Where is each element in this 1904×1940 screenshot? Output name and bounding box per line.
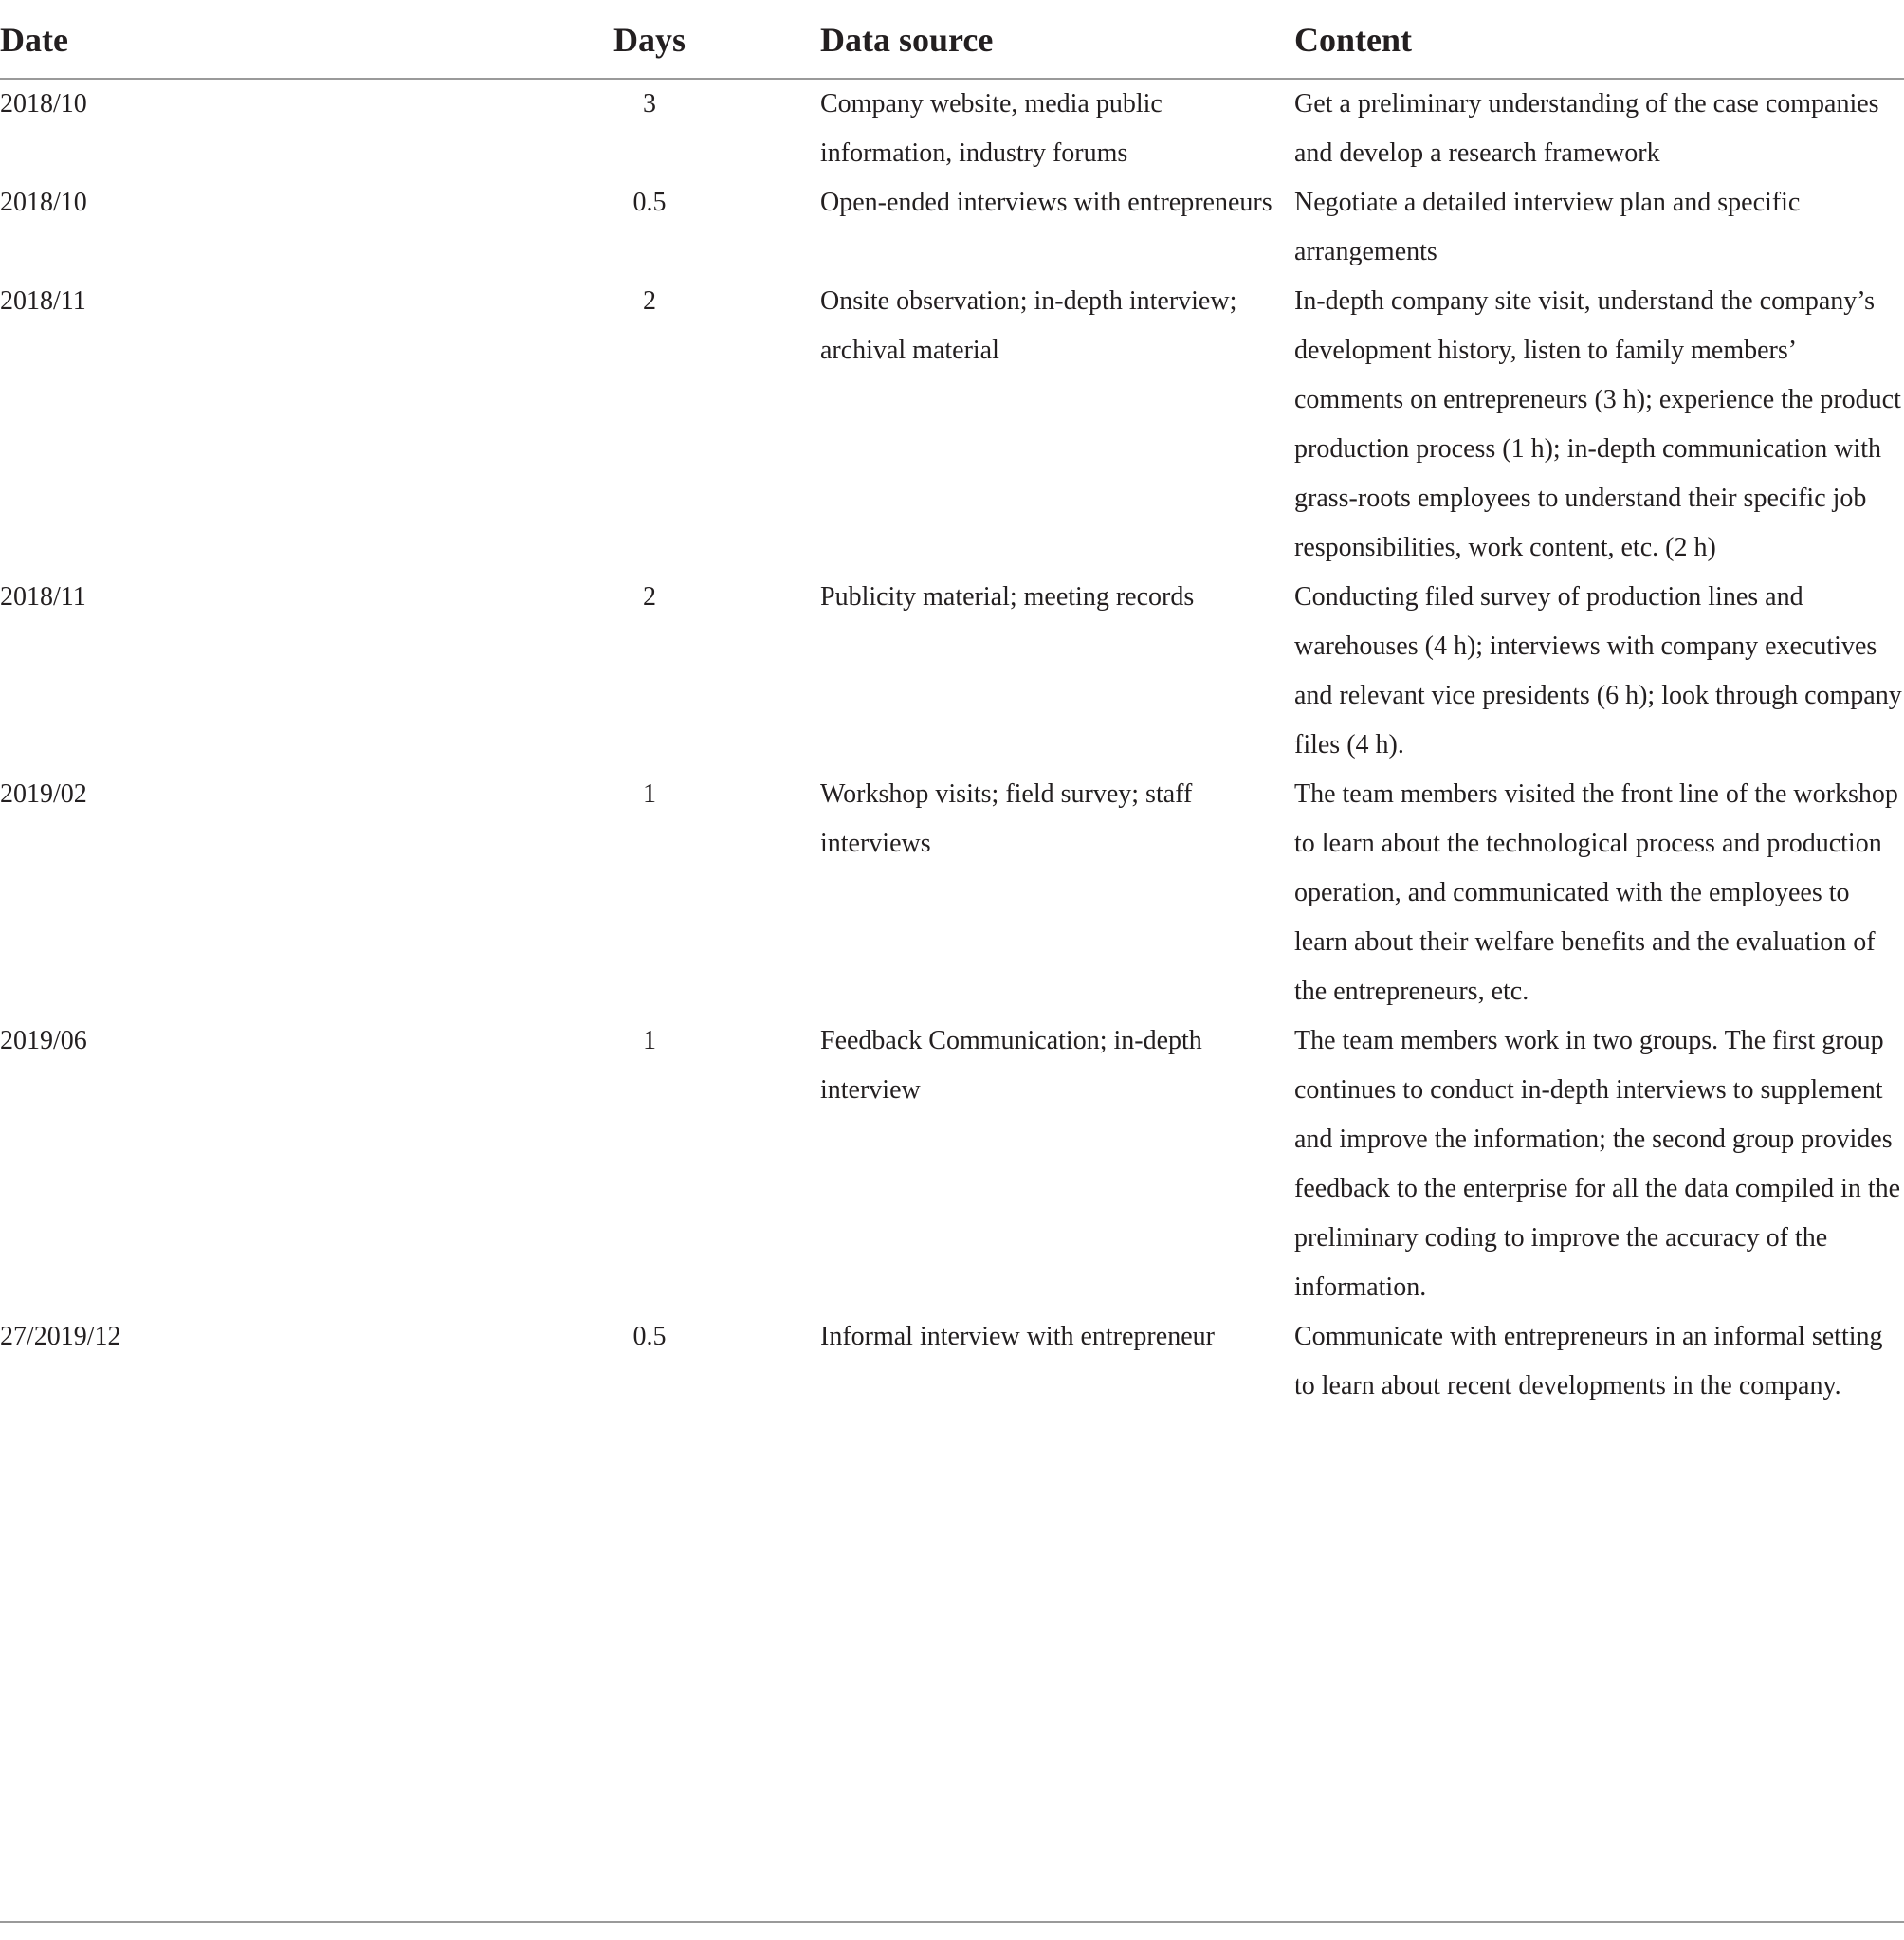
- cell-days: 0.5: [632, 1322, 667, 1351]
- cell-date: 2019/06: [0, 1026, 87, 1055]
- cell-days: 2: [643, 286, 656, 316]
- cell-content: The team members work in two groups. The first group continues to conduct in-depth interviews to supplement and improve the information; the second group provides feedback to the enterprise for all the data compiled in the preliminary coding to improve the accuracy of the information.: [1294, 1026, 1901, 1302]
- table-row: [0, 770, 1904, 1016]
- cell-data-source: Company website, media public information, industry forums: [820, 89, 1163, 168]
- cell-days: 1: [643, 779, 656, 809]
- cell-days: 3: [643, 89, 656, 119]
- header-content: Content: [1294, 0, 1904, 79]
- cell-data-source: Feedback Communication; in-depth interview: [820, 1026, 1202, 1105]
- cell-date: 27/2019/12: [0, 1322, 121, 1351]
- table-row: [0, 79, 1904, 178]
- cell-days: 2: [643, 582, 656, 612]
- cell-date: 2018/10: [0, 89, 87, 119]
- header-days: Days: [588, 0, 820, 79]
- cell-date: 2018/11: [0, 286, 86, 316]
- cell-data-source: Open-ended interviews with entrepreneurs: [820, 188, 1272, 217]
- cell-content: In-depth company site visit, understand the company’s development history, listen to family members’ comments on entrepreneurs (3 h); experience the product production process (1 h); in-depth communication with grass-roots employees to understand their specific job responsibilities, work content, etc. (2 h): [1294, 286, 1901, 562]
- table-header: [0, 0, 1904, 79]
- cell-date: 2019/02: [0, 779, 87, 809]
- table-row: [0, 277, 1904, 573]
- cell-date: 2018/10: [0, 188, 87, 217]
- header-data-source: Data source: [820, 0, 1294, 79]
- cell-days: 0.5: [632, 188, 667, 217]
- table-bottom-rule: [0, 1921, 1904, 1923]
- cell-data-source: Workshop visits; field survey; staff interviews: [820, 779, 1193, 858]
- cell-content: The team members visited the front line of the workshop to learn about the technological process and production operation, and communicated with the employees to learn about their welfare benefits and the evaluation of the entrepreneurs, etc.: [1294, 779, 1898, 1006]
- cell-data-source: Informal interview with entrepreneur: [820, 1322, 1215, 1351]
- cell-data-source: Publicity material; meeting records: [820, 582, 1195, 612]
- table-row: [0, 1312, 1904, 1411]
- table-row: [0, 573, 1904, 770]
- cell-content: Negotiate a detailed interview plan and specific arrangements: [1294, 188, 1801, 266]
- cell-days: 1: [643, 1026, 656, 1055]
- table-body: [0, 79, 1904, 1411]
- cell-date: 2018/11: [0, 582, 86, 612]
- cell-data-source: Onsite observation; in-depth interview; archival material: [820, 286, 1237, 365]
- header-row: [0, 0, 1904, 79]
- table-row: [0, 1016, 1904, 1312]
- cell-content: Conducting filed survey of production lines and warehouses (4 h); interviews with company executives and relevant vice presidents (6 h); look through company files (4 h).: [1294, 582, 1902, 760]
- header-date: Date: [0, 0, 588, 79]
- cell-content: Communicate with entrepreneurs in an informal setting to learn about recent developments in the company.: [1294, 1322, 1883, 1400]
- table-row: [0, 178, 1904, 277]
- cell-content: Get a preliminary understanding of the case companies and develop a research framework: [1294, 89, 1879, 168]
